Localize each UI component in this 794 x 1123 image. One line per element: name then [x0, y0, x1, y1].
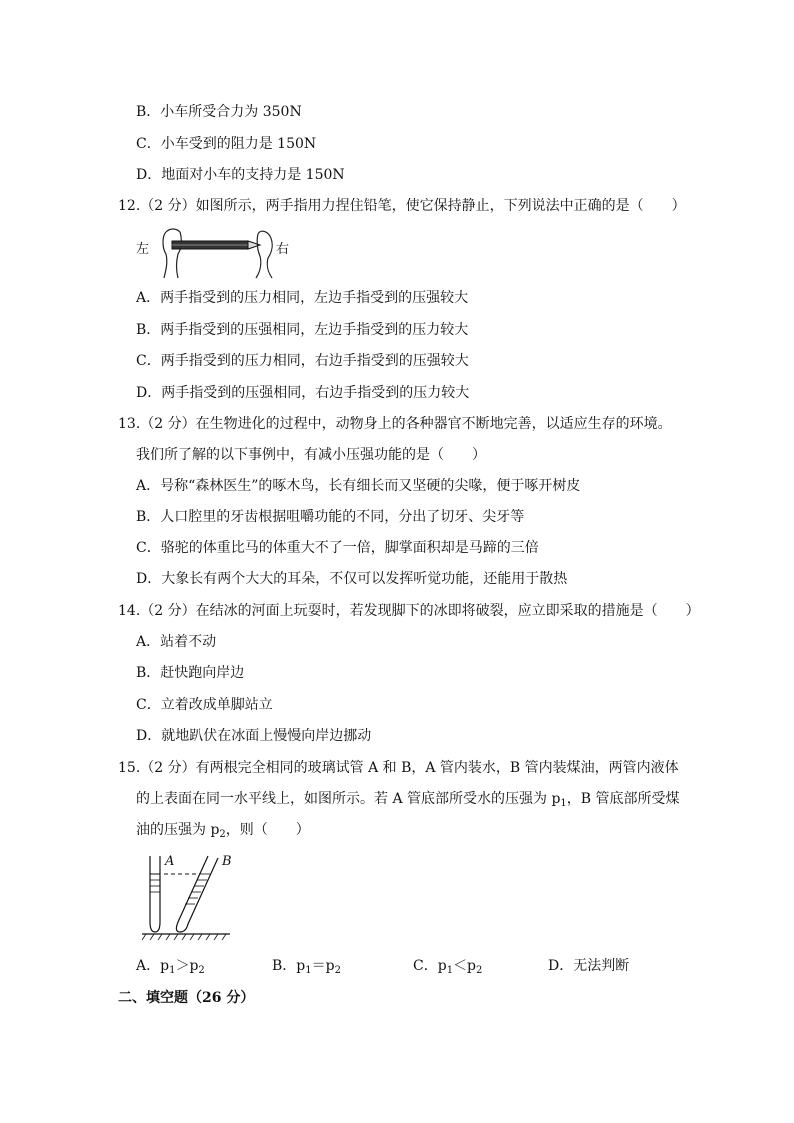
q14-option-a: A．站着不动 [136, 634, 217, 650]
subscript-2: 2 [198, 965, 205, 976]
q15-stem-line2 [136, 789, 680, 809]
q15-option-d-text: D．无法判断 [548, 958, 630, 974]
q13-stem-line2: 我们所了解的以下事例中，有减小压强功能的是（ ） [136, 447, 486, 463]
subscript-1: 1 [169, 965, 176, 976]
q12-option-d: D．两手指受到的压强相同，右边手指受到的压力较大 [136, 385, 470, 401]
tube-a-label: A [165, 854, 175, 869]
q14-option-d: D．就地趴伏在冰面上慢慢向岸边挪动 [136, 728, 372, 744]
q15-option-b-prefix: B．p [272, 958, 306, 974]
q15-stem-line2-text-end: ，B 管底部所受煤 [566, 791, 680, 807]
q15-option-d [548, 956, 629, 976]
q15-option-b [272, 956, 341, 976]
q15-option-b-operator: ＝p [311, 958, 335, 974]
subscript-1: 1 [305, 965, 312, 976]
q15-stem-line1: 15.（2 分）有两根完全相同的玻璃试管 A 和 B，A 管内装水，B 管内装煤油，两管内液体 [118, 760, 679, 776]
q15-option-a-operator: ＞p [175, 958, 199, 974]
q15-test-tubes-figure [138, 852, 238, 942]
q13-stem-line1: 13.（2 分）在生物进化的过程中，动物身上的各种器官不断地完善，以适应生存的环境。 [118, 416, 672, 432]
q15-stem-line2-text: 的上表面在同一水平线上，如图所示。若 A 管底部所受水的压强为 p [136, 791, 561, 807]
q15-option-c-operator: ＜p [453, 958, 477, 974]
q12-option-a: A．两手指受到的压力相同，左边手指受到的压强较大 [136, 290, 469, 306]
q12-stem: 12.（2 分）如图所示，两手指用力捏住铅笔，使它保持静止，下列说法中正确的是（ ） [118, 198, 686, 214]
q12-right-label: 右 [276, 242, 290, 257]
subscript-2: 2 [476, 965, 483, 976]
q15-stem-line3-text-end: ，则（ ） [225, 822, 310, 838]
q15-option-a [136, 956, 205, 976]
q15-stem-line3 [136, 820, 310, 840]
q12-option-c: C．两手指受到的压力相同，右边手指受到的压强较大 [136, 353, 469, 369]
q11-option-c: C．小车受到的阻力是 150N [136, 136, 317, 152]
section-2-heading: 二、填空题（26 分） [118, 990, 255, 1006]
subscript-2: 2 [219, 829, 226, 840]
q13-option-a: A．号称“森林医生”的啄木鸟，长有细长而又坚硬的尖喙，便于啄开树皮 [136, 478, 581, 494]
q14-stem: 14.（2 分）在结冰的河面上玩耍时，若发现脚下的冰即将破裂，应立即采取的措施是（ ） [118, 603, 700, 619]
subscript-2: 2 [334, 965, 341, 976]
q11-option-d: D．地面对小车的支持力是 150N [136, 167, 345, 183]
q11-option-b: B．小车所受合力为 350N [136, 104, 302, 120]
q15-options-row [0, 956, 794, 976]
q15-option-c-prefix: C．p [413, 958, 447, 974]
q12-left-label: 左 [136, 242, 150, 257]
pencil-hands-drawing [136, 226, 306, 280]
q14-option-c: C．立着改成单脚站立 [136, 697, 273, 713]
q15-stem-line3-text: 油的压强为 p [136, 822, 220, 838]
q13-option-b: B．人口腔里的牙齿根据咀嚼功能的不同，分出了切牙、尖牙等 [136, 509, 525, 525]
q12-option-b: B．两手指受到的压强相同，左边手指受到的压力较大 [136, 322, 469, 338]
subscript-1: 1 [560, 798, 567, 809]
q13-option-d: D．大象长有两个大大的耳朵，不仅可以发挥听觉功能，还能用于散热 [136, 571, 568, 587]
subscript-1: 1 [446, 965, 454, 976]
q15-option-a-prefix: A．p [136, 958, 170, 974]
q13-option-c: C．骆驼的体重比马的体重大不了一倍，脚掌面积却是马蹄的三倍 [136, 540, 539, 556]
q12-pencil-figure [136, 226, 306, 280]
q14-option-b: B．赶快跑向岸边 [136, 665, 245, 681]
q15-option-c [413, 956, 482, 976]
tube-b-label: B [222, 854, 232, 869]
